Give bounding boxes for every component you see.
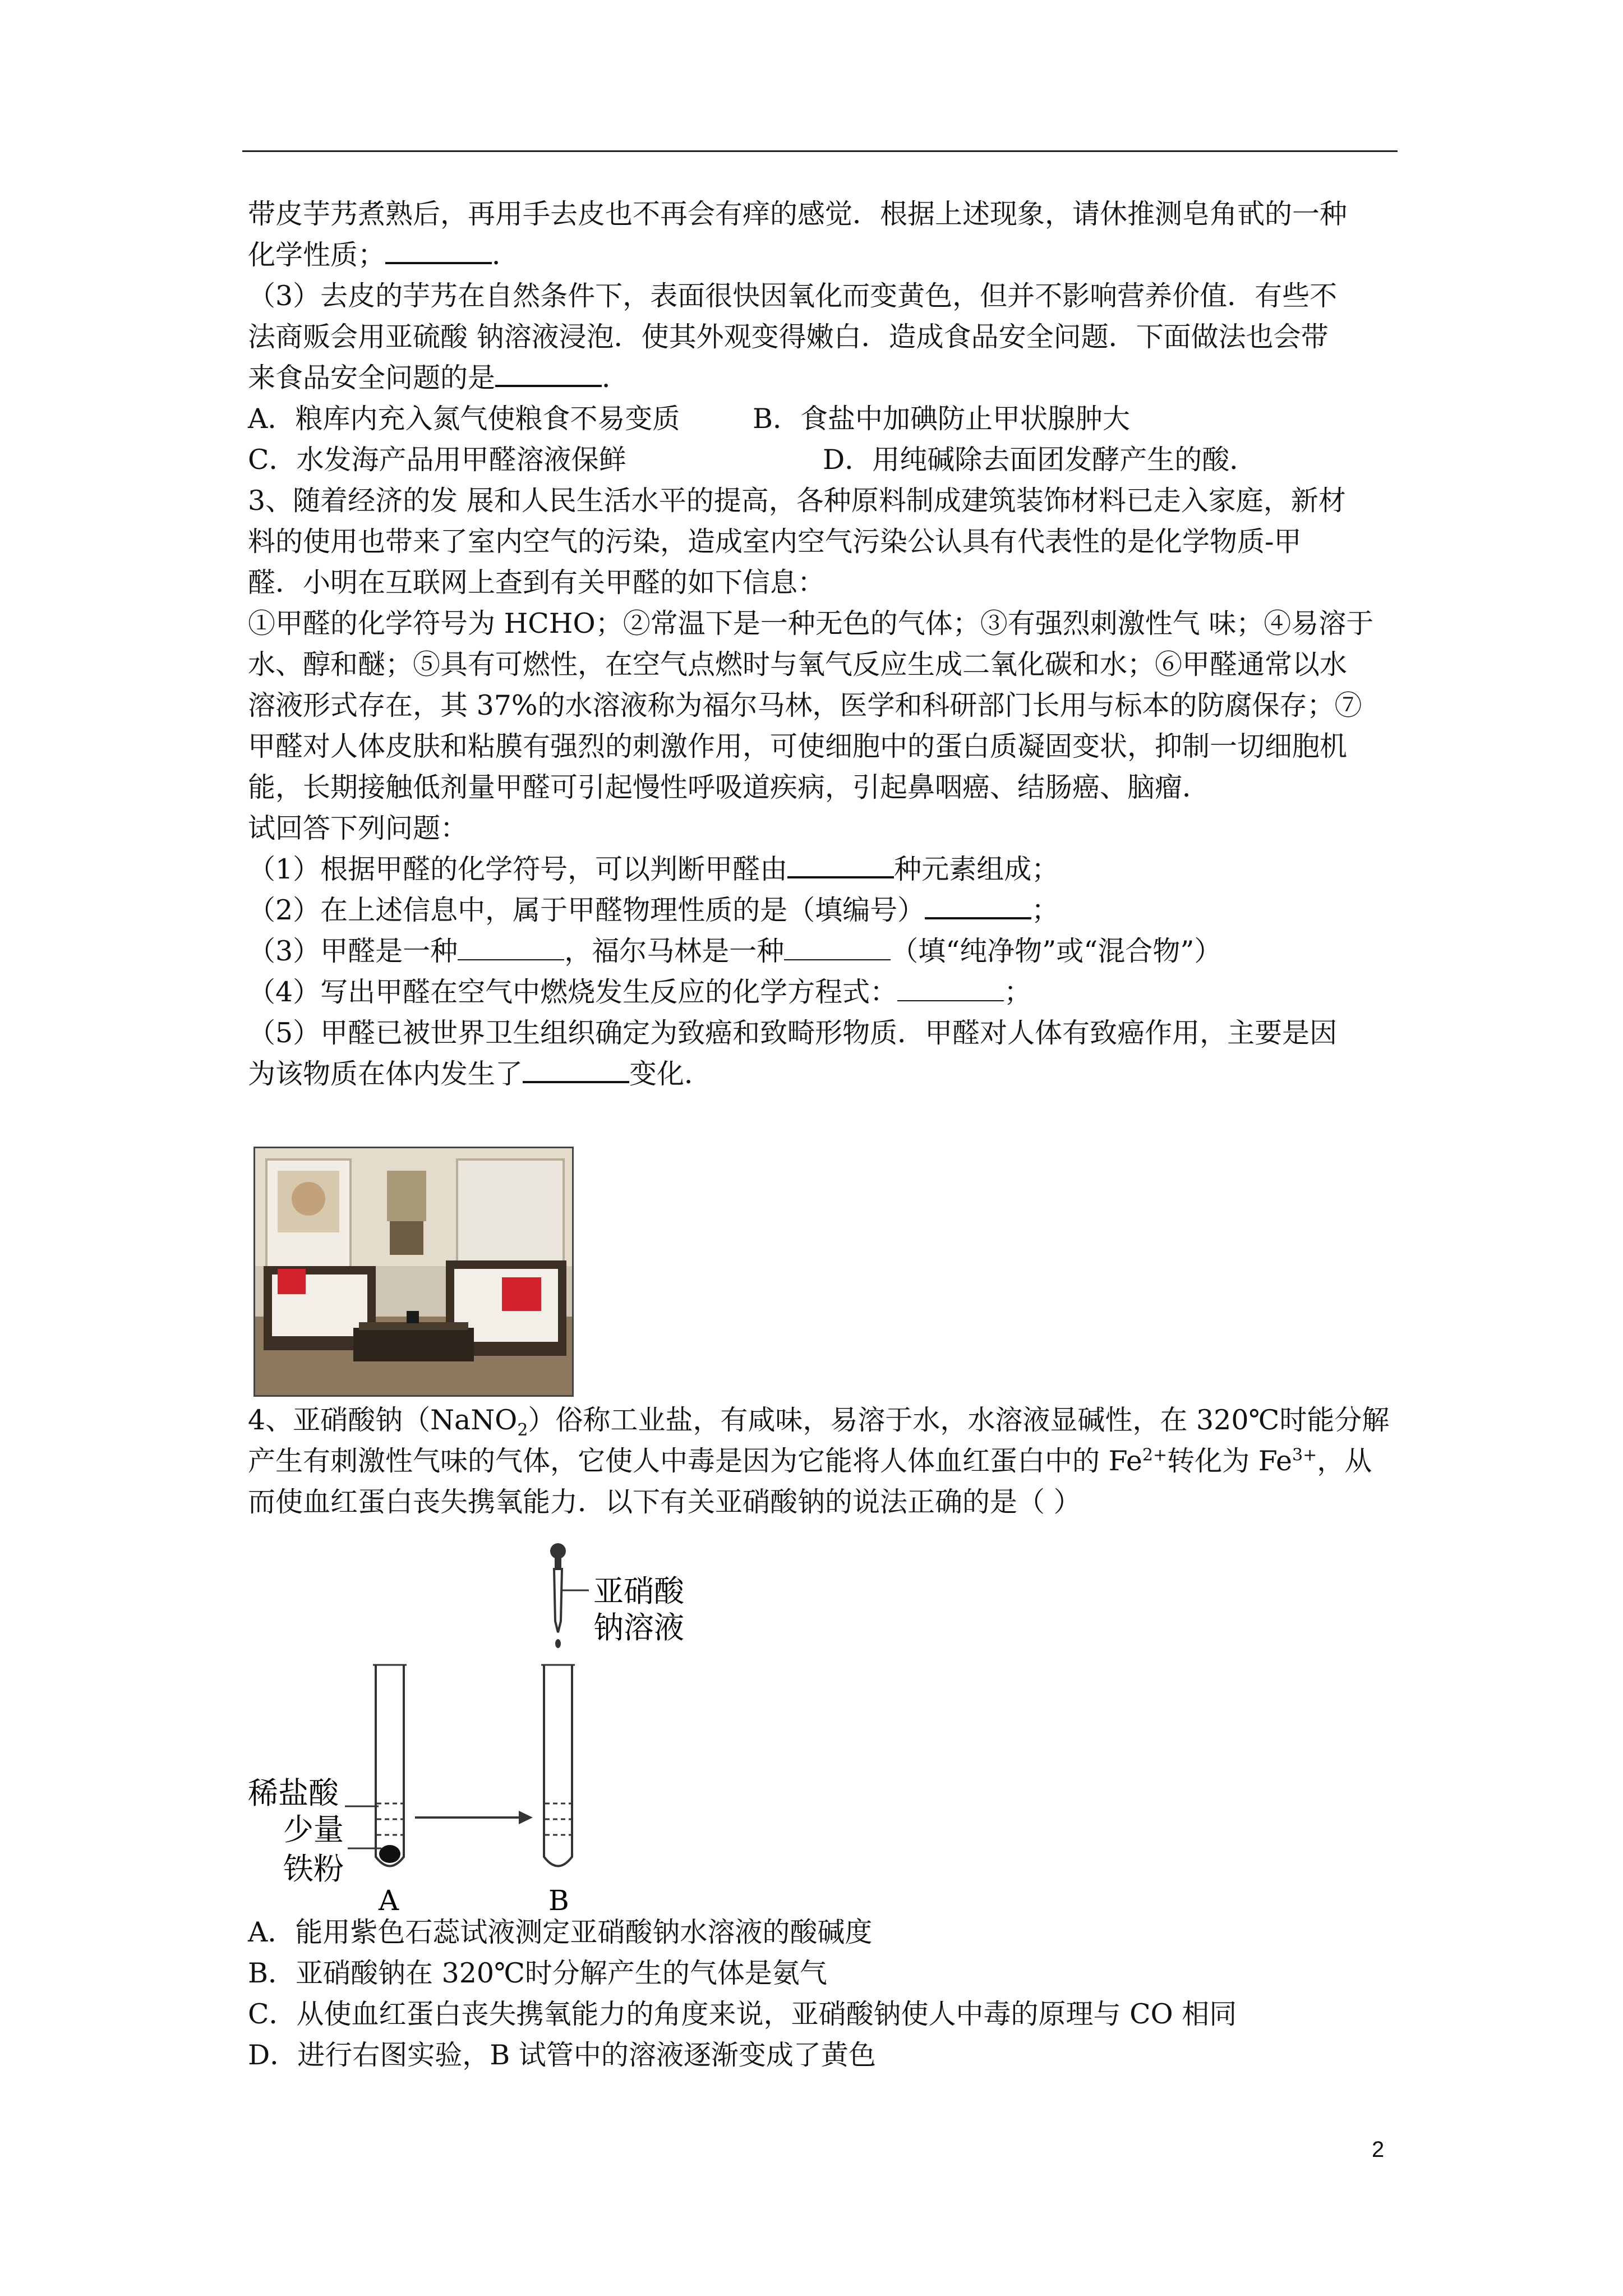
q2-options-row2 (248, 439, 1403, 480)
q4-options (248, 1912, 1403, 2076)
q3-sub5-text: 为该物质在体内发生了 (248, 1058, 523, 1090)
q4-line1 (248, 1400, 1403, 1441)
q2-cont-end: ． (492, 239, 520, 271)
living-room-image (255, 1148, 572, 1395)
test-tube-svg (241, 1523, 746, 1916)
q4-line2-sup2: 3+ (1292, 1445, 1317, 1465)
q4-line2-sup1: 2+ (1142, 1445, 1168, 1465)
q3-intro-line1: 3、随着经济的发 展和人民生活水平的提高，各种原料制成建筑装饰材料已走入家庭，新材 (248, 485, 1346, 517)
answer-blank[interactable] (784, 933, 891, 960)
q4-line3: 而使血红蛋白丧失携氧能力．以下有关亚硝酸钠的说法正确的是（ ） (248, 1486, 1081, 1518)
living-room-photo (253, 1147, 574, 1397)
q3-info-line1: ①甲醛的化学符号为 HCHO；②常温下是一种无色的气体；③有强烈刺激性气 味；④易溶于 (248, 608, 1374, 639)
q2-options-row1 (248, 398, 1403, 439)
q4-line2-text-a: 产生有刺激性气味的气体，它使人中毒是因为它能将人体血红蛋白中的 Fe (248, 1445, 1142, 1477)
q4-block (248, 1400, 1403, 1522)
test-tube-diagram (241, 1523, 746, 1916)
q3-info-line2: 水、醇和醚；⑤具有可燃性，在空气点燃时与氧气反应生成二氧化碳和水；⑥甲醛通常以水 (248, 648, 1348, 680)
q4-option-a[interactable]: A．能用紫色石蕊试液测定亚硝酸钠水溶液的酸碱度 (248, 1916, 873, 1948)
q4-option-d[interactable]: D．进行右图实验，B 试管中的溶液逐渐变成了黄色 (248, 2039, 876, 2071)
q3-sub3-end: （填“纯净物”或“混合物”） (891, 935, 1222, 967)
label-iron-powder: 铁粉 (283, 1851, 344, 1887)
q4-option-b[interactable]: B．亚硝酸钠在 320℃时分解产生的气体是氨气 (248, 1957, 827, 1989)
q4-line1-subscript: 2 (517, 1420, 528, 1440)
q2-option-c[interactable]: C．水发海产品用甲醛溶液保鲜 (248, 444, 626, 476)
answer-blank[interactable] (787, 850, 894, 878)
dropper-icon (550, 1543, 566, 1648)
q3-sub4-text: （4）写出甲醛在空气中燃烧发生反应的化学方程式： (248, 976, 898, 1008)
q4-line2 (248, 1441, 1403, 1481)
q2-cont-line2 (248, 234, 1403, 275)
answer-blank[interactable] (925, 891, 1031, 919)
test-tube-b (541, 1665, 575, 1866)
q3-sub5-end: 变化． (629, 1058, 712, 1090)
label-small-amount: 少量 (283, 1812, 344, 1847)
q3-sub2 (248, 890, 1403, 931)
arrow-right-icon (415, 1811, 533, 1824)
q2-part3-line3 (248, 357, 1403, 398)
answer-blank[interactable] (523, 1055, 629, 1083)
q3-sub5-line2 (248, 1053, 1403, 1094)
q2-part3-end: ． (602, 362, 630, 394)
q2-cont-text: 化学性质； (248, 239, 386, 271)
q2-option-d[interactable]: D．用纯碱除去面团发酵产生的酸． (823, 444, 1257, 476)
q2-part3-line2: 法商贩会用亚硫酸 钠溶液浸泡．使其外观变得嫩白．造成食品安全问题．下面做法也会带 (248, 321, 1329, 353)
answer-blank[interactable] (458, 933, 564, 960)
page-content (248, 194, 1403, 1094)
header-rule (242, 150, 1398, 152)
q3-sub3-text: （3）甲醛是一种 (248, 935, 458, 967)
q2-option-b[interactable]: B．食盐中加碘防止甲状腺肿大 (753, 403, 1131, 435)
test-tube-a (373, 1665, 407, 1866)
dropper-label-line1: 亚硝酸 (593, 1573, 684, 1609)
q3-info-line4: 甲醛对人体皮肤和粘膜有强烈的刺激作用，可使细胞中的蛋白质凝固变状，抑制一切细胞机 (248, 730, 1348, 762)
q3-sub2-text: （2）在上述信息中，属于甲醛物理性质的是（填编号） (248, 894, 925, 926)
label-dilute-hcl: 稀盐酸 (248, 1775, 339, 1811)
q4-line2-text-b: 转化为 Fe (1167, 1445, 1293, 1477)
q3-sub4-end: ； (1004, 976, 1032, 1008)
q3-intro-line2: 料的使用也带来了室内空气的污染，造成室内空气污染公认具有代表性的是化学物质-甲 (248, 526, 1302, 558)
q3-info-line5: 能，长期接触低剂量甲醛可引起慢性呼吸道疾病，引起鼻咽癌、结肠癌、脑瘤． (248, 771, 1210, 803)
q4-line1-text-a: 4、亚硝酸钠（NaNO (248, 1404, 518, 1436)
q3-sub3 (248, 931, 1403, 972)
q4-option-c[interactable]: C．从使血红蛋白丧失携氧能力的角度来说，亚硝酸钠使人中毒的原理与 CO 相同 (248, 1998, 1237, 2030)
q3-ask: 试回答下列问题： (248, 812, 468, 844)
page-number: 2 (1372, 2137, 1385, 2162)
q3-info-line3: 溶液形式存在，其 37%的水溶液称为福尔马林，医学和科研部门长用与标本的防腐保存；⑦ (248, 689, 1362, 721)
q3-sub1-end: 种元素组成； (894, 853, 1059, 885)
q2-part3-text: 来食品安全问题的是 (248, 362, 496, 394)
q3-sub2-end: ； (1031, 894, 1059, 926)
q3-sub1-text: （1）根据甲醛的化学符号，可以判断甲醛由 (248, 853, 788, 885)
q2-part3-line1: （3）去皮的芋艿在自然条件下，表面很快因氧化而变黄色，但并不影响营养价值．有些不 (248, 280, 1338, 312)
q2-cont-line1: 带皮芋艿煮熟后，再用手去皮也不再会有痒的感觉．根据上述现象，请休推测皂角甙的一种 (248, 198, 1348, 230)
tube-a-label: A (379, 1884, 399, 1916)
dropper-label-line2: 钠溶液 (593, 1610, 684, 1645)
q3-sub5-line1: （5）甲醛已被世界卫生组织确定为致癌和致畸形物质．甲醛对人体有致癌作用，主要是因 (248, 1017, 1338, 1049)
q4-line1-text-b: ）俗称工业盐，有咸味，易溶于水，水溶液显碱性，在 320℃时能分解 (528, 1404, 1390, 1436)
q4-line2-text-c: ，从 (1317, 1445, 1372, 1477)
q3-sub4 (248, 972, 1403, 1013)
q3-intro-line3: 醛．小明在互联网上查到有关甲醛的如下信息： (248, 567, 826, 599)
answer-blank[interactable] (495, 359, 602, 387)
q3-sub3-mid: ，福尔马林是一种 (564, 935, 785, 967)
answer-blank[interactable] (897, 974, 1004, 1001)
tube-b-label: B (548, 1884, 569, 1916)
answer-blank[interactable] (385, 236, 492, 264)
q2-option-a[interactable]: A．粮库内充入氮气使粮食不易变质 (248, 403, 680, 435)
q3-sub1 (248, 849, 1403, 890)
